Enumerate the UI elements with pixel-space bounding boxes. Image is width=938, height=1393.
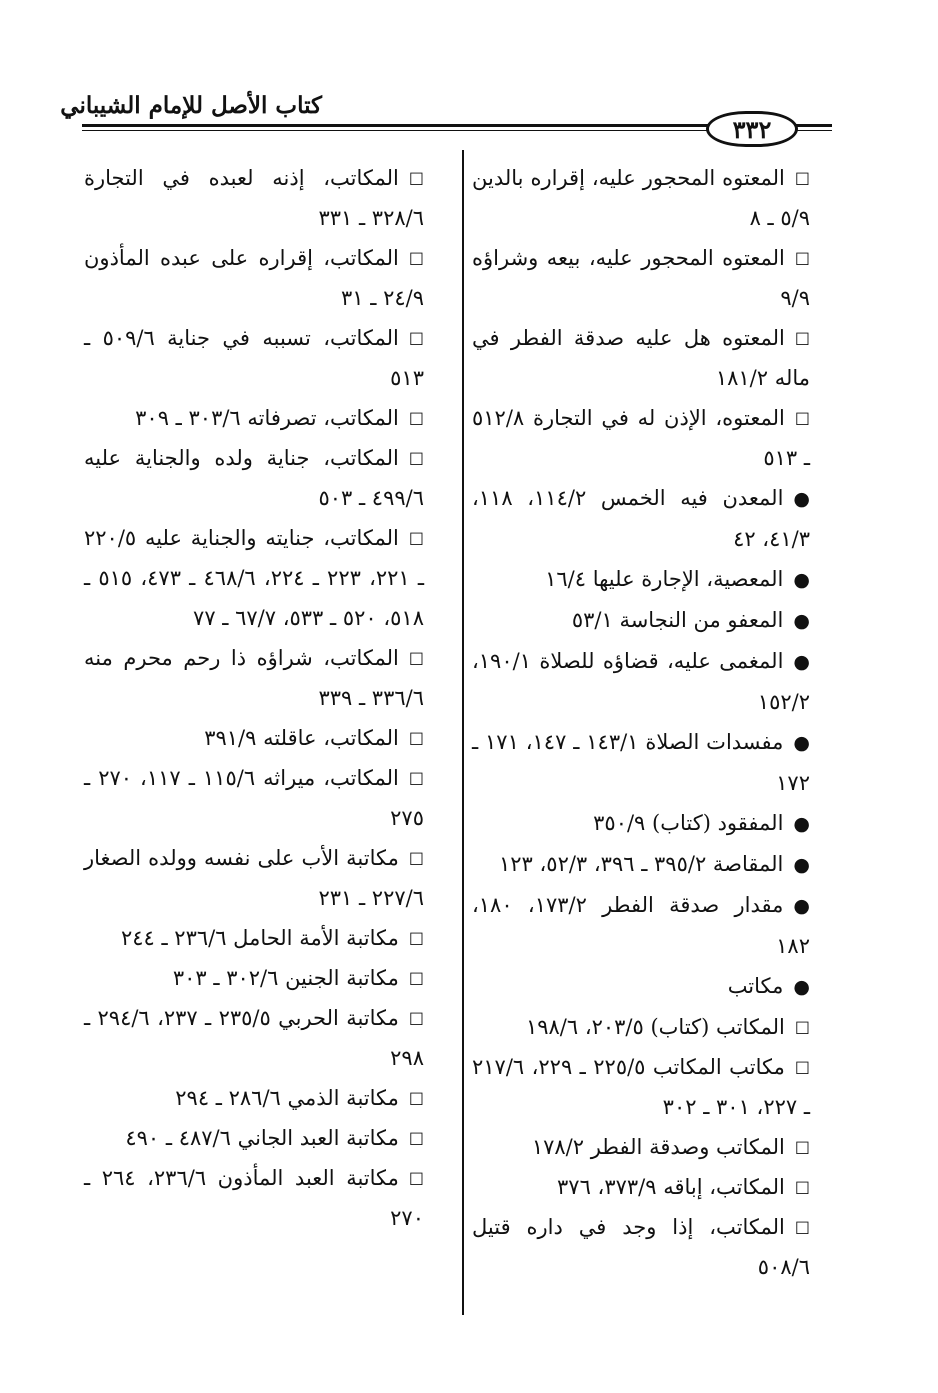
square-icon: □	[794, 168, 810, 187]
square-icon: □	[794, 328, 810, 347]
square-icon: □	[408, 648, 424, 667]
index-entry-text: المعتوه المحجور عليه، إقراره بالدين ٥/٩ ـ ٨	[472, 166, 810, 230]
square-icon: □	[408, 848, 424, 867]
index-entry	[472, 1167, 810, 1207]
index-entry-text: مفسدات الصلاة ١٤٣/١ ـ ١٤٧، ١٧١ ـ ١٧٢	[472, 730, 810, 795]
bullet-icon: ●	[793, 651, 810, 673]
index-entry-text: المعتوه هل عليه صدقة الفطر في ماله ١٨١/٢	[472, 326, 810, 390]
index-entry	[472, 885, 810, 966]
square-icon: □	[408, 768, 425, 787]
index-entry	[472, 398, 810, 478]
bullet-icon: ●	[793, 895, 811, 917]
square-icon: □	[794, 1057, 810, 1076]
index-entry-text: مكاتبة العبد الجاني ٤٨٧/٦ ـ ٤٩٠	[125, 1126, 399, 1150]
left-column	[84, 158, 424, 1238]
column-divider	[462, 150, 464, 1315]
index-entry-text: مكاتبة الذمي ٢٨٦/٦ ـ ٢٩٤	[175, 1086, 399, 1110]
index-entry-text: المفقود (كتاب) ٣٥٠/٩	[593, 811, 784, 835]
index-entry-text: المعدن فيه الخمس ١١٤/٢، ١١٨، ٤١/٣، ٤٢	[472, 486, 810, 551]
square-icon: □	[408, 1168, 425, 1187]
index-entry-text: المكاتب، جنايته والجناية عليه ٢٢٠/٥ ـ ٢٢١، ٢٢٣ ـ ٢٢٤، ٤٦٨/٦ ـ ٤٧٣، ٥١٥ ـ ٥١٨، ٥٢٠ ـ ٥٣٣، ٦٧/٧ ـ ٧٧	[84, 526, 425, 630]
square-icon: □	[408, 328, 425, 347]
square-icon: □	[794, 1177, 810, 1196]
index-entry-text: مكاتب المكاتب ٢٢٥/٥ ـ ٢٢٩، ٢١٧/٦ ـ ٢٢٧، ٣٠١ ـ ٣٠٢	[472, 1055, 810, 1119]
square-icon: □	[794, 1137, 810, 1156]
square-icon: □	[408, 1008, 425, 1027]
index-entry	[84, 1118, 424, 1158]
square-icon: □	[408, 168, 424, 187]
square-icon: □	[408, 728, 424, 747]
index-entry	[84, 838, 424, 918]
bullet-icon: ●	[793, 610, 810, 632]
index-entry-text: المعتوه المحجور عليه، بيعه وشراؤه ٩/٩	[472, 246, 810, 310]
bullet-icon: ●	[793, 488, 810, 510]
index-entry	[472, 600, 810, 641]
index-entry-text: المعتوه، الإذن له في التجارة ٥١٢/٨ ـ ٥١٣	[472, 406, 810, 470]
index-entry	[472, 1007, 810, 1047]
index-entry	[84, 998, 424, 1078]
square-icon: □	[794, 408, 810, 427]
index-entry	[84, 958, 424, 998]
index-entry-text: مكاتبة العبد المأذون ٢٣٦/٦، ٢٦٤ ـ ٢٧٠	[84, 1166, 424, 1230]
index-entry	[472, 844, 810, 885]
square-icon: □	[408, 448, 424, 467]
index-entry-text: المعصية، الإجارة عليها ١٦/٤	[545, 567, 784, 591]
index-entry	[84, 1078, 424, 1118]
index-entry	[84, 318, 424, 398]
page-number-badge	[706, 111, 798, 147]
index-entry-text: مكاتبة الأمة الحامل ٢٣٦/٦ ـ ٢٤٤	[120, 926, 399, 950]
index-entry-text: مقدار صدقة الفطر ١٧٣/٢، ١٨٠، ١٨٢	[472, 893, 810, 958]
index-entry	[84, 158, 424, 238]
index-entry-text: المكاتب، جناية ولده والجناية عليه ٤٩٩/٦ ـ ٥٠٣	[84, 446, 424, 510]
index-entry	[472, 559, 810, 600]
index-entry	[472, 318, 810, 398]
square-icon: □	[794, 248, 810, 267]
index-entry-text: المعفو من النجاسة ٥٣/١	[571, 608, 784, 632]
index-entry-text: المكاتب، تصرفاته ٣٠٣/٦ ـ ٣٠٩	[135, 406, 399, 430]
index-entry	[84, 758, 424, 838]
square-icon: □	[408, 408, 424, 427]
square-icon: □	[408, 248, 424, 267]
index-entry	[472, 158, 810, 238]
index-entry-text: المغمى عليه، قضاؤه للصلاة ١٩٠/١، ١٥٢/٢	[472, 649, 810, 714]
index-entry-text: مكاتب	[727, 974, 784, 998]
index-entry-text: مكاتبة الحربي ٢٣٥/٥ ـ ٢٣٧، ٢٩٤/٦ ـ ٢٩٨	[84, 1006, 424, 1070]
index-entry	[84, 718, 424, 758]
index-entry	[472, 1207, 810, 1287]
index-entry	[472, 1127, 810, 1167]
index-entry-text: المكاتب، شراؤه ذا رحم محرم منه ٣٣٦/٦ ـ ٣٣٩	[84, 646, 424, 710]
index-entry-text: المكاتب، إذنه لعبده في التجارة ٣٢٨/٦ ـ ٣٣١	[84, 166, 424, 230]
index-entry-text: المكاتب، تسببه في جناية ٥٠٩/٦ ـ ٥١٣	[84, 326, 424, 390]
index-entry	[472, 641, 810, 722]
square-icon: □	[794, 1017, 810, 1036]
index-entry	[84, 438, 424, 518]
index-entry-text: المكاتب وصدقة الفطر ١٧٨/٢	[531, 1135, 785, 1159]
bullet-icon: ●	[793, 813, 810, 835]
index-entry-text: مكاتبة الأب على نفسه وولده الصغار ٢٢٧/٦ ـ ٢٣١	[84, 846, 424, 910]
right-column	[472, 158, 810, 1287]
index-entry	[472, 803, 810, 844]
square-icon: □	[408, 928, 424, 947]
index-entry	[472, 478, 810, 559]
page-number: ٣٣٢	[732, 114, 772, 144]
square-icon: □	[408, 968, 424, 987]
index-entry	[84, 1158, 424, 1238]
bullet-icon: ●	[793, 569, 810, 591]
index-entry	[84, 638, 424, 718]
bullet-icon: ●	[793, 732, 811, 754]
index-entry	[84, 518, 424, 638]
index-entry-text: المكاتب، إذا وجد في داره قتيل ٥٠٨/٦	[472, 1215, 810, 1279]
book-title: كتاب الأصل للإمام الشيباني	[60, 92, 322, 119]
index-entry	[472, 722, 810, 803]
index-entry-text: المقاصة ٣٩٥/٢ ـ ٣٩٦، ٥٢/٣، ١٢٣	[499, 852, 784, 876]
square-icon: □	[408, 1128, 424, 1147]
index-entry-text: مكاتبة الجنين ٣٠٢/٦ ـ ٣٠٣	[172, 966, 399, 990]
index-entry	[472, 238, 810, 318]
square-icon: □	[408, 528, 424, 547]
index-entry-text: المكاتب، إقراره على عبده المأذون ٢٤/٩ ـ ٣١	[84, 246, 424, 310]
square-icon: □	[794, 1217, 810, 1236]
index-entry-text: المكاتب، عاقلته ٣٩١/٩	[204, 726, 399, 750]
index-entry	[84, 398, 424, 438]
bullet-icon: ●	[793, 854, 810, 876]
index-entry-text: المكاتب (كتاب) ٢٠٣/٥، ١٩٨/٦	[525, 1015, 785, 1039]
index-entry-text: المكاتب، إباقه ٣٧٣/٩، ٣٧٦	[557, 1175, 785, 1199]
index-entry	[472, 966, 810, 1007]
index-entry-text: المكاتب، ميراثه ١١٥/٦ ـ ١١٧، ٢٧٠ ـ ٢٧٥	[84, 766, 424, 830]
index-entry	[84, 238, 424, 318]
bullet-icon: ●	[793, 976, 810, 998]
index-entry	[84, 918, 424, 958]
index-entry	[472, 1047, 810, 1127]
square-icon: □	[408, 1088, 424, 1107]
